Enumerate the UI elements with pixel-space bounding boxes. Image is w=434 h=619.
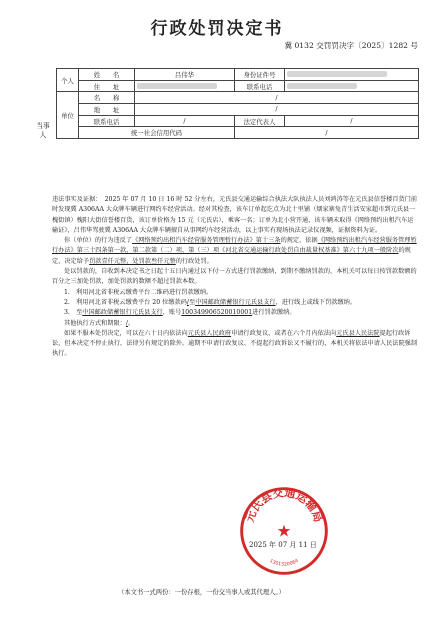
decision-date: 2025 年 07 月 11 日	[249, 541, 317, 549]
unit-label: 单位	[57, 92, 79, 139]
payment-option-2-text-2: 至	[189, 298, 196, 306]
table-row	[57, 92, 419, 104]
legal-rep-value: /	[285, 115, 419, 127]
penalty-amount: 罚款壹仟元整，处罚款叁仟元整	[89, 257, 176, 265]
other-method-end: 。	[127, 319, 135, 327]
credit-code-label: 统一社会信用代码	[79, 127, 235, 139]
unit-address-value: /	[135, 104, 419, 116]
appeal-text-3: 提起行政诉讼，但本决定不停止执行，法律另有规定的除外。逾期不申请行政复议、不提起行政诉讼又不履行的，本机关将依法申请人民法院强制执行。	[52, 329, 418, 358]
table-row	[57, 80, 419, 92]
unit-phone-label: 联系电话	[79, 115, 135, 127]
violation-text-4: 的行政处罚。	[175, 257, 213, 265]
official-seal	[238, 485, 330, 577]
party-info-table	[56, 68, 419, 139]
table-row	[57, 104, 419, 116]
document-title: 行政处罚决定书	[150, 19, 284, 39]
payment-code: /	[186, 298, 189, 306]
id-label: 身份证件号	[235, 69, 285, 81]
address-value-redacted	[135, 80, 235, 92]
address-label: 住 址	[79, 80, 135, 92]
basis-law: 《网络预约出租汽车经营服务管理暂行办法》第三十四条第一款、第二款第（二）项、第（三）项《河北省交通运输行政处罚自由裁量权基准》第六十九项一般阶次	[52, 237, 417, 255]
table-row	[57, 115, 419, 127]
violation-text-2: 的规定，依据	[280, 237, 318, 245]
payment-option-3	[52, 308, 418, 318]
unit-phone-value: /	[135, 115, 235, 127]
payment-bank: 中国邮政储蓄银行元氏县支行	[195, 298, 276, 306]
violation-paragraph	[52, 236, 418, 267]
credit-code-value: /	[235, 127, 419, 139]
phone-label: 联系电话	[235, 80, 285, 92]
unit-address-label: 地 址	[79, 104, 135, 116]
facts-paragraph: 违法事实及证据： 2025 年 07 月 10 日 16 时 52 分左右，元氏县交通运输综合执法大队执法人员刘鸿涛等在元氏县信誉楼百货门前时发现冀 A306AA 大众牌车辆进行网约车经营活动。经对其检查，该车订单起讫点为北十里铺（烟家寨兔青生活安家超市到元氏县一槐街镇）槐阳大街信誉楼百货，该订单价格为 15 元（元氏店），乘客一名；订单为北小营开通，该车辆未取得《网络预约出租汽车运输证》，吕伟华驾驶冀 A306AA 大众牌车辆擅自从事网约车经营活动，以上事实有现场执法记录仪视频，证据资料为证。	[52, 196, 418, 234]
payment-option-3-text: 3. 至	[64, 309, 83, 317]
appeal-text-2: 申请行政复议，或者在六个月内依法向	[231, 329, 337, 337]
document-body	[52, 195, 418, 360]
seal-number: 1301320064	[268, 558, 300, 568]
phone-value-redacted	[285, 80, 419, 92]
table-row	[57, 69, 419, 81]
other-method-label: 其他执行方式和期限：	[64, 319, 126, 327]
appeal-government: 元氏县人民政府	[187, 329, 232, 337]
appeal-text: 如果不服本处罚决定，可以在六十日内依法向	[64, 329, 188, 337]
person-label: 个人	[57, 69, 79, 92]
copy-note: （本文书一式两份：一份存根，一份交当事人或其代理人。）	[118, 589, 285, 596]
violation-text: 你（单位）的行为违反了	[64, 237, 133, 245]
name-label: 姓 名	[79, 69, 135, 81]
seal-star-icon: ★	[276, 521, 292, 541]
party-side-label: 当事人	[36, 122, 50, 139]
payment-option-1: 1. 利用河北省非税云缴费平台二维码进行罚款缴纳。	[64, 288, 213, 296]
other-method-paragraph	[52, 319, 418, 329]
payment-rule-paragraph: 处以罚款的，自收到本决定书之日起十五日内通过以下付一方式进行罚款缴纳，到期不缴纳罚款的，本机关可以每日按罚款数额的百分之三加处罚款，加处罚款的数额不超过罚款本数。	[52, 268, 417, 286]
seal-text: 元氏县交通运输局	[243, 486, 325, 524]
bank-account-number: 100349906520010001	[181, 309, 253, 317]
payment-option-2-text: 2. 利用河北省非税云缴费平台 20 位缴款码	[64, 298, 187, 306]
payment-option-3-text-2: ，账号	[162, 309, 182, 317]
violated-law: 《网络预约出租汽车经营服务管理暂行办法》第十三条	[132, 237, 281, 245]
document-number: 冀 0132 交罚罚决字〔2025〕1282 号	[284, 41, 418, 50]
payment-bank-2: 中国邮政储蓄银行元氏县支行	[82, 309, 163, 317]
unit-name-label: 名 称	[79, 92, 135, 104]
table-row	[57, 127, 419, 139]
appeal-paragraph	[52, 329, 418, 360]
name-value: 吕伟华	[135, 69, 235, 81]
appeal-court: 元氏县人民法院	[336, 329, 380, 337]
violation-text-3: 的规定，决定给予	[52, 247, 411, 265]
payment-option-3-text-3: 进行罚款缴纳。	[252, 309, 296, 317]
other-method-value: /	[125, 319, 128, 327]
payment-option-2	[52, 298, 418, 308]
payment-option-2-text-3: ，进行线上或线下罚款缴纳。	[275, 298, 357, 306]
id-value-redacted	[285, 69, 419, 81]
unit-name-value: /	[135, 92, 419, 104]
legal-rep-label: 法定代表人	[235, 115, 285, 127]
